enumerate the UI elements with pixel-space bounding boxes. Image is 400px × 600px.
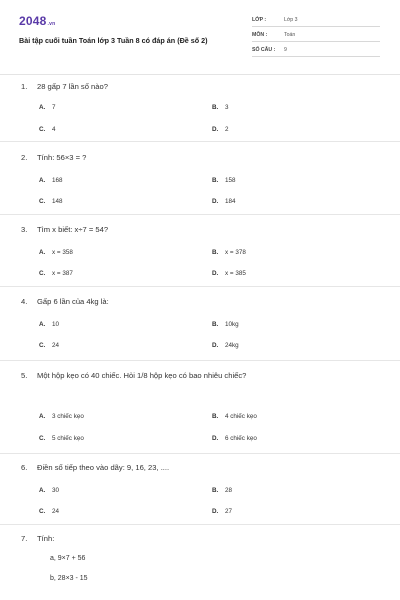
option-d[interactable] [212, 270, 246, 277]
option-text: 6 chiếc kẹo [225, 435, 257, 442]
option-text: 30 [52, 487, 60, 494]
option-d[interactable] [212, 342, 239, 349]
option-letter: A. [39, 487, 46, 494]
option-text: 24kg [225, 342, 239, 349]
option-letter: C. [39, 508, 46, 515]
option-text: 7 [52, 104, 56, 111]
question-prompt: Tìm x biết: x÷7 = 54? [37, 225, 109, 234]
option-letter: C. [39, 270, 46, 277]
question-number: 2. [21, 153, 28, 162]
meta-class-value: Lớp 3 [284, 17, 298, 23]
option-text: 148 [52, 198, 63, 205]
question-text [21, 371, 246, 380]
option-letter: D. [212, 342, 219, 349]
option-c[interactable] [39, 508, 59, 515]
option-text: x = 378 [225, 249, 246, 256]
option-a[interactable] [39, 104, 56, 111]
option-a[interactable] [39, 249, 73, 256]
option-b[interactable] [212, 177, 236, 184]
question-text [21, 297, 109, 306]
option-text: 10 [52, 321, 60, 328]
question-prompt: Điền số tiếp theo vào dãy: 9, 16, 23, .... [37, 463, 170, 472]
option-a[interactable] [39, 321, 59, 328]
sub-question-b: b, 28×3 - 15 [50, 575, 88, 582]
meta-subject-value: Toán [284, 32, 296, 38]
option-letter: A. [39, 249, 46, 256]
question-number: 5. [21, 371, 28, 380]
option-letter: A. [39, 321, 46, 328]
option-c[interactable] [39, 198, 63, 205]
site-logo[interactable] [19, 14, 55, 28]
question-text [21, 82, 108, 91]
option-c[interactable] [39, 342, 59, 349]
option-c[interactable] [39, 435, 84, 442]
option-text: 4 [52, 126, 56, 133]
question-divider [0, 453, 400, 454]
option-d[interactable] [212, 435, 257, 442]
option-letter: C. [39, 126, 46, 133]
meta-count-row [252, 44, 380, 57]
option-letter: A. [39, 177, 46, 184]
option-text: 168 [52, 177, 63, 184]
meta-subject-label: MÔN : [252, 32, 268, 38]
option-text: 27 [225, 508, 233, 515]
question-prompt: Tính: [37, 534, 55, 543]
question-divider [0, 141, 400, 142]
option-d[interactable] [212, 508, 232, 515]
question-number: 4. [21, 297, 28, 306]
option-a[interactable] [39, 487, 59, 494]
option-letter: D. [212, 270, 219, 277]
option-text: x = 387 [52, 270, 73, 277]
question-number: 1. [21, 82, 28, 91]
option-letter: B. [212, 249, 219, 256]
meta-class-label: LỚP : [252, 17, 267, 23]
option-text: 4 chiếc kẹo [225, 413, 257, 420]
option-letter: A. [39, 104, 46, 111]
option-text: 184 [225, 198, 236, 205]
option-letter: C. [39, 435, 46, 442]
option-text: 24 [52, 342, 60, 349]
option-b[interactable] [212, 487, 232, 494]
option-c[interactable] [39, 126, 56, 133]
logo-text: 2048 [19, 14, 47, 28]
meta-count-label: SỐ CÂU : [252, 47, 276, 53]
question-number: 3. [21, 225, 28, 234]
worksheet-header [0, 0, 400, 74]
question-text [21, 463, 169, 472]
option-c[interactable] [39, 270, 73, 277]
question-number: 6. [21, 463, 28, 472]
option-d[interactable] [212, 198, 236, 205]
option-letter: B. [212, 177, 219, 184]
question-divider [0, 286, 400, 287]
meta-count-value: 9 [284, 47, 287, 53]
option-letter: C. [39, 198, 46, 205]
option-b[interactable] [212, 413, 257, 420]
option-text: 24 [52, 508, 60, 515]
meta-subject-row [252, 29, 380, 42]
option-d[interactable] [212, 126, 229, 133]
question-text [21, 534, 54, 543]
logo-domain: .vn [47, 21, 56, 27]
question-divider [0, 360, 400, 361]
option-letter: B. [212, 321, 219, 328]
worksheet-title: Bài tập cuối tuần Toán lớp 3 Tuần 8 có đáp án (Đề số 2) [19, 36, 208, 45]
option-text: 10kg [225, 321, 239, 328]
question-prompt: 28 gấp 7 lần số nào? [37, 82, 108, 91]
question-text [21, 225, 108, 234]
question-divider [0, 214, 400, 215]
option-letter: D. [212, 508, 219, 515]
sub-question-a: a, 9×7 + 56 [50, 555, 86, 562]
option-text: 3 [225, 104, 229, 111]
option-letter: D. [212, 435, 219, 442]
option-text: 2 [225, 126, 229, 133]
option-b[interactable] [212, 321, 239, 328]
option-letter: B. [212, 487, 219, 494]
option-letter: C. [39, 342, 46, 349]
question-prompt: Một hộp kẹo có 40 chiếc. Hỏi 1/8 hộp kẹo có bao nhiêu chiếc? [37, 371, 247, 380]
question-prompt: Tính: 56×3 = ? [37, 153, 87, 162]
meta-class-row [252, 14, 380, 27]
option-b[interactable] [212, 249, 246, 256]
option-letter: A. [39, 413, 46, 420]
option-letter: B. [212, 413, 219, 420]
header-divider [0, 74, 400, 75]
option-text: 28 [225, 487, 233, 494]
question-number: 7. [21, 534, 28, 543]
option-letter: B. [212, 104, 219, 111]
option-a[interactable] [39, 413, 84, 420]
option-letter: D. [212, 198, 219, 205]
question-text [21, 153, 86, 162]
option-text: 3 chiếc kẹo [52, 413, 84, 420]
option-a[interactable] [39, 177, 63, 184]
option-text: 5 chiếc kẹo [52, 435, 84, 442]
option-text: x = 358 [52, 249, 73, 256]
option-b[interactable] [212, 104, 229, 111]
option-letter: D. [212, 126, 219, 133]
option-text: x = 385 [225, 270, 246, 277]
question-prompt: Gấp 6 lần của 4kg là: [37, 297, 109, 306]
option-text: 158 [225, 177, 236, 184]
question-divider [0, 524, 400, 525]
